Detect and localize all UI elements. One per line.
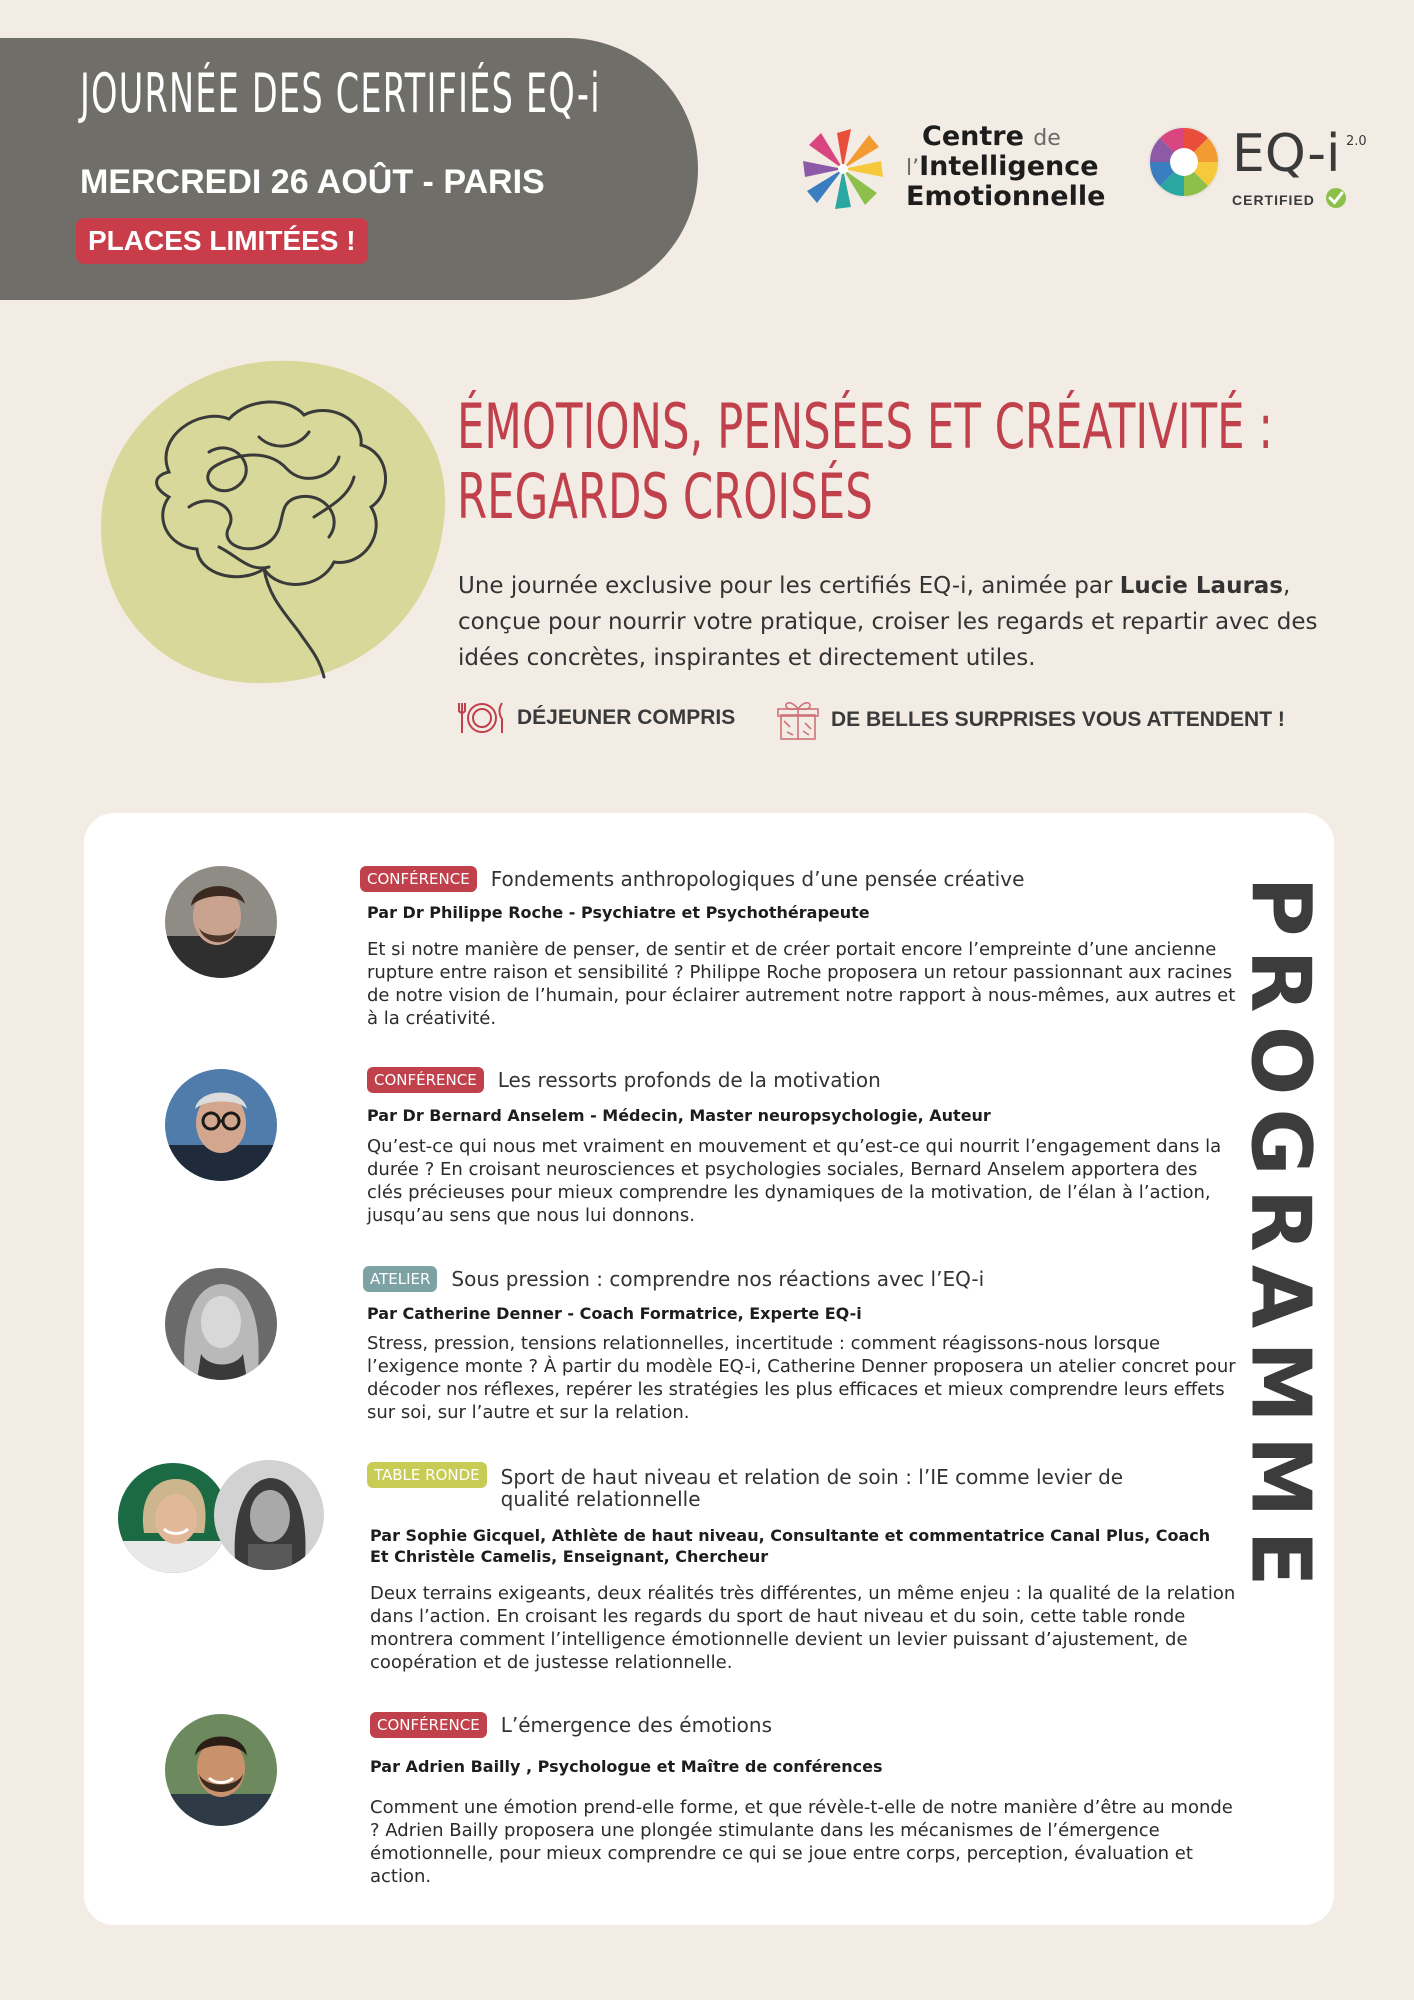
session-4-header xyxy=(367,1462,1161,1510)
session-title: Fondements anthropologiques d’une pensée créative xyxy=(490,867,1025,891)
session-description: Stress, pression, tensions relationnelles, incertitude : comment réagissons-nous lorsque l’exigence monte ? À partir du modèle EQ-i, Catherine Denner proposera un atelier concret pour décoder nos réflexes, repérer les stratégies les plus efficaces et mieux comprendre leurs effets sur soi, sur l’autre et sur la relation. xyxy=(367,1333,1236,1423)
session-title: L’émergence des émotions xyxy=(500,1713,773,1737)
session-1-header xyxy=(360,866,1024,892)
intro-paragraph: Une journée exclusive pour les certifiés EQ-i, animée par Lucie Lauras, conçue pour nourrir votre pratique, croiser les regards et repartir avec des idées concrètes, inspirantes et directement utiles. xyxy=(458,573,1318,671)
eqi-logo-certified: CERTIFIED xyxy=(1232,192,1315,208)
host-name: Lucie Lauras xyxy=(1119,573,1283,599)
main-title-line1: ÉMOTIONS, PENSÉES ET CRÉATIVITÉ : xyxy=(457,390,1273,463)
cie-logo xyxy=(798,118,1118,218)
session-speaker: Par Adrien Bailly , Psychologue et Maître de conférences xyxy=(370,1757,883,1776)
gift-icon xyxy=(775,699,821,741)
session-tag: CONFÉRENCE xyxy=(370,1712,487,1738)
session-speaker: Par Catherine Denner - Coach Formatrice, Experte EQ-i xyxy=(367,1304,862,1323)
session-speaker-2: Et Christèle Camelis, Enseignant, Chercheur xyxy=(370,1547,769,1566)
pinwheel-logo-icon xyxy=(798,124,888,214)
session-3-header xyxy=(363,1266,984,1292)
speaker-photo-bernard-anselem xyxy=(165,1069,277,1181)
session-description: Et si notre manière de penser, de sentir et de créer portait encore l’empreinte d’une ancienne rupture entre raison et sensibilité ? Philippe Roche proposera un retour passionnant aux racines de notre vision de l’humain, pour éclairer autrement notre rapport à nous-mêmes, aux autres et à la créativité. xyxy=(367,939,1236,1029)
session-title: Les ressorts profonds de la motivation xyxy=(497,1068,881,1092)
session-speaker: Par Dr Bernard Anselem - Médecin, Master neuropsychologie, Auteur xyxy=(367,1106,991,1125)
cie-logo-line3: Emotionnelle xyxy=(906,181,1106,212)
perk-lunch xyxy=(457,699,735,737)
session-description: Comment une émotion prend-elle forme, et que révèle-t-elle de notre manière d’être au monde ? Adrien Bailly proposera une plongée stimulante dans les mécanismes de l’émergence émotionnelle, pour mieux comprendre ce qui se joue entre corps, perception, évaluation et action. xyxy=(370,1797,1233,1887)
certified-check-icon xyxy=(1324,186,1348,210)
cie-logo-line1: Centre de xyxy=(922,121,1061,152)
lunch-plate-icon xyxy=(457,699,507,737)
eqi-wheel-logo-icon xyxy=(1146,124,1222,200)
perk-lunch-label: DÉJEUNER COMPRIS xyxy=(517,706,736,729)
eqi-logo-version: 2.0 xyxy=(1346,134,1367,149)
event-date: MERCREDI 26 AOÛT - PARIS xyxy=(80,163,545,201)
session-5-header xyxy=(370,1712,772,1738)
eqi-logo-text: EQ-i xyxy=(1232,124,1341,184)
main-title xyxy=(457,392,1346,532)
speaker-photo-catherine-denner xyxy=(165,1268,277,1380)
eqi-certified-logo xyxy=(1146,120,1376,220)
speaker-photo-sophie-gicquel xyxy=(118,1463,228,1573)
places-limited-badge: PLACES LIMITÉES ! xyxy=(76,218,368,264)
session-speaker: Par Sophie Gicquel, Athlète de haut niveau, Consultante et commentatrice Canal Plus, Coach xyxy=(370,1526,1211,1545)
speaker-photo-adrien-bailly xyxy=(165,1714,277,1826)
cie-logo-line2: l’Intelligence xyxy=(906,151,1099,182)
speaker-photo-philippe-roche xyxy=(165,866,277,978)
brain-illustration xyxy=(99,357,449,687)
session-title: Sport de haut niveau et relation de soin : l’IE comme levier de qualité relationnelle xyxy=(500,1465,1124,1511)
programme-vertical-label: PROGRAMME xyxy=(1232,876,1328,1600)
perk-gift-label: DE BELLES SURPRISES VOUS ATTENDENT ! xyxy=(831,708,1285,731)
session-title: Sous pression : comprendre nos réactions avec l’EQ-i xyxy=(451,1267,985,1291)
main-title-line2: REGARDS CROISÉS xyxy=(457,460,873,533)
session-description: Deux terrains exigeants, deux réalités très différentes, un même enjeu : la qualité de la relation dans l’action. En croisant les regards du sport de haut niveau et du soin, cette table ronde montrera comment l’intelligence émotionnelle devient un levier puissant d’ajustement, de coopération et de justesse relationnelle. xyxy=(370,1583,1236,1673)
session-description: Qu’est-ce qui nous met vraiment en mouvement et qu’est-ce qui nourrit l’engagement dans la durée ? En croisant neurosciences et psychologies sociales, Bernard Anselem apportera des clés précieuses pour mieux comprendre les dynamiques de la motivation, de l’élan à l’action, jusqu’au sens que nous lui donnons. xyxy=(367,1136,1222,1226)
session-speaker: Par Dr Philippe Roche - Psychiatre et Psychothérapeute xyxy=(367,903,870,922)
session-2-header xyxy=(367,1067,881,1093)
session-tag: ATELIER xyxy=(363,1266,437,1292)
event-title: JOURNÉE DES CERTIFIÉS EQ-i xyxy=(80,62,601,125)
speaker-photo-christele-camelis xyxy=(214,1460,324,1570)
perk-gift xyxy=(775,699,1285,741)
session-tag: TABLE RONDE xyxy=(367,1462,487,1488)
session-tag: CONFÉRENCE xyxy=(360,866,477,892)
session-tag: CONFÉRENCE xyxy=(367,1067,484,1093)
